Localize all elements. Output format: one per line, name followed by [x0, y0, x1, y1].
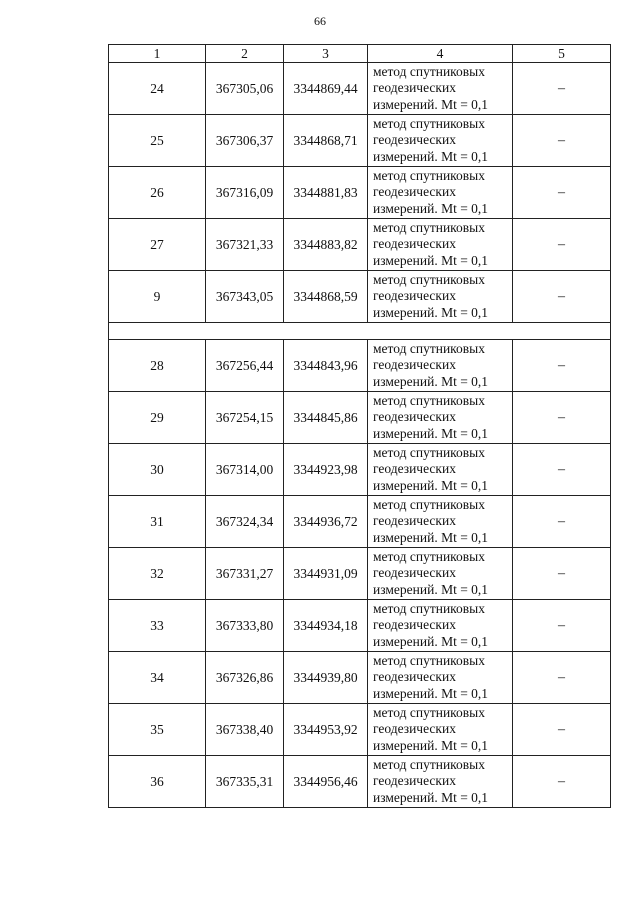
method-cell: метод спутниковых геодезических измерений. Mt = 0,1 — [368, 392, 513, 444]
method-cell: метод спутниковых геодезических измерений. Mt = 0,1 — [368, 548, 513, 600]
table-row — [109, 548, 611, 600]
table-body — [109, 45, 611, 808]
x-coordinate-cell: 367338,40 — [206, 704, 284, 756]
point-number-cell: 31 — [109, 496, 206, 548]
x-coordinate-cell: 367333,80 — [206, 600, 284, 652]
note-cell: – — [513, 704, 611, 756]
method-cell: метод спутниковых геодезических измерений. Mt = 0,1 — [368, 444, 513, 496]
note-cell: – — [513, 63, 611, 115]
point-number-cell: 30 — [109, 444, 206, 496]
point-number-cell: 33 — [109, 600, 206, 652]
y-coordinate-cell: 3344868,59 — [284, 271, 368, 323]
table-row — [109, 756, 611, 808]
point-number-cell: 25 — [109, 115, 206, 167]
table-row — [109, 340, 611, 392]
y-coordinate-cell: 3344936,72 — [284, 496, 368, 548]
table-row — [109, 704, 611, 756]
y-coordinate-cell: 3344845,86 — [284, 392, 368, 444]
column-header-3: 3 — [284, 45, 368, 63]
method-cell: метод спутниковых геодезических измерений. Mt = 0,1 — [368, 600, 513, 652]
point-number-cell: 28 — [109, 340, 206, 392]
note-cell: – — [513, 219, 611, 271]
column-header-5: 5 — [513, 45, 611, 63]
note-cell: – — [513, 756, 611, 808]
point-number-cell: 35 — [109, 704, 206, 756]
column-header-4: 4 — [368, 45, 513, 63]
coordinates-table — [108, 44, 611, 808]
note-cell: – — [513, 115, 611, 167]
method-cell: метод спутниковых геодезических измерений. Mt = 0,1 — [368, 219, 513, 271]
table-row — [109, 219, 611, 271]
note-cell: – — [513, 444, 611, 496]
table-row — [109, 271, 611, 323]
x-coordinate-cell: 367321,33 — [206, 219, 284, 271]
note-cell: – — [513, 652, 611, 704]
table-row — [109, 444, 611, 496]
x-coordinate-cell: 367256,44 — [206, 340, 284, 392]
y-coordinate-cell: 3344869,44 — [284, 63, 368, 115]
point-number-cell: 9 — [109, 271, 206, 323]
point-number-cell: 24 — [109, 63, 206, 115]
method-cell: метод спутниковых геодезических измерений. Mt = 0,1 — [368, 756, 513, 808]
point-number-cell: 34 — [109, 652, 206, 704]
point-number-cell: 27 — [109, 219, 206, 271]
point-number-cell: 29 — [109, 392, 206, 444]
y-coordinate-cell: 3344881,83 — [284, 167, 368, 219]
note-cell: – — [513, 271, 611, 323]
y-coordinate-cell: 3344883,82 — [284, 219, 368, 271]
table-row — [109, 392, 611, 444]
page-number: 66 — [314, 14, 326, 28]
x-coordinate-cell: 367306,37 — [206, 115, 284, 167]
method-cell: метод спутниковых геодезических измерений. Mt = 0,1 — [368, 167, 513, 219]
x-coordinate-cell: 367254,15 — [206, 392, 284, 444]
column-header-2: 2 — [206, 45, 284, 63]
x-coordinate-cell: 367343,05 — [206, 271, 284, 323]
table-row — [109, 600, 611, 652]
x-coordinate-cell: 367305,06 — [206, 63, 284, 115]
x-coordinate-cell: 367314,00 — [206, 444, 284, 496]
point-number-cell: 32 — [109, 548, 206, 600]
x-coordinate-cell: 367324,34 — [206, 496, 284, 548]
x-coordinate-cell: 367331,27 — [206, 548, 284, 600]
table-row — [109, 652, 611, 704]
table-row — [109, 115, 611, 167]
note-cell: – — [513, 167, 611, 219]
x-coordinate-cell: 367335,31 — [206, 756, 284, 808]
separator-cell — [109, 323, 611, 340]
y-coordinate-cell: 3344868,71 — [284, 115, 368, 167]
method-cell: метод спутниковых геодезических измерений. Mt = 0,1 — [368, 704, 513, 756]
point-number-cell: 36 — [109, 756, 206, 808]
y-coordinate-cell: 3344956,46 — [284, 756, 368, 808]
section-separator-row — [109, 323, 611, 340]
note-cell: – — [513, 600, 611, 652]
y-coordinate-cell: 3344953,92 — [284, 704, 368, 756]
method-cell: метод спутниковых геодезических измерений. Mt = 0,1 — [368, 340, 513, 392]
method-cell: метод спутниковых геодезических измерений. Mt = 0,1 — [368, 652, 513, 704]
y-coordinate-cell: 3344931,09 — [284, 548, 368, 600]
method-cell: метод спутниковых геодезических измерений. Mt = 0,1 — [368, 496, 513, 548]
y-coordinate-cell: 3344934,18 — [284, 600, 368, 652]
method-cell: метод спутниковых геодезических измерений. Mt = 0,1 — [368, 115, 513, 167]
point-number-cell: 26 — [109, 167, 206, 219]
method-cell: метод спутниковых геодезических измерений. Mt = 0,1 — [368, 63, 513, 115]
table-row — [109, 496, 611, 548]
y-coordinate-cell: 3344843,96 — [284, 340, 368, 392]
y-coordinate-cell: 3344923,98 — [284, 444, 368, 496]
table-row — [109, 167, 611, 219]
y-coordinate-cell: 3344939,80 — [284, 652, 368, 704]
column-header-1: 1 — [109, 45, 206, 63]
header-row — [109, 45, 611, 63]
note-cell: – — [513, 340, 611, 392]
note-cell: – — [513, 548, 611, 600]
x-coordinate-cell: 367326,86 — [206, 652, 284, 704]
note-cell: – — [513, 392, 611, 444]
method-cell: метод спутниковых геодезических измерений. Mt = 0,1 — [368, 271, 513, 323]
note-cell: – — [513, 496, 611, 548]
x-coordinate-cell: 367316,09 — [206, 167, 284, 219]
table-row — [109, 63, 611, 115]
